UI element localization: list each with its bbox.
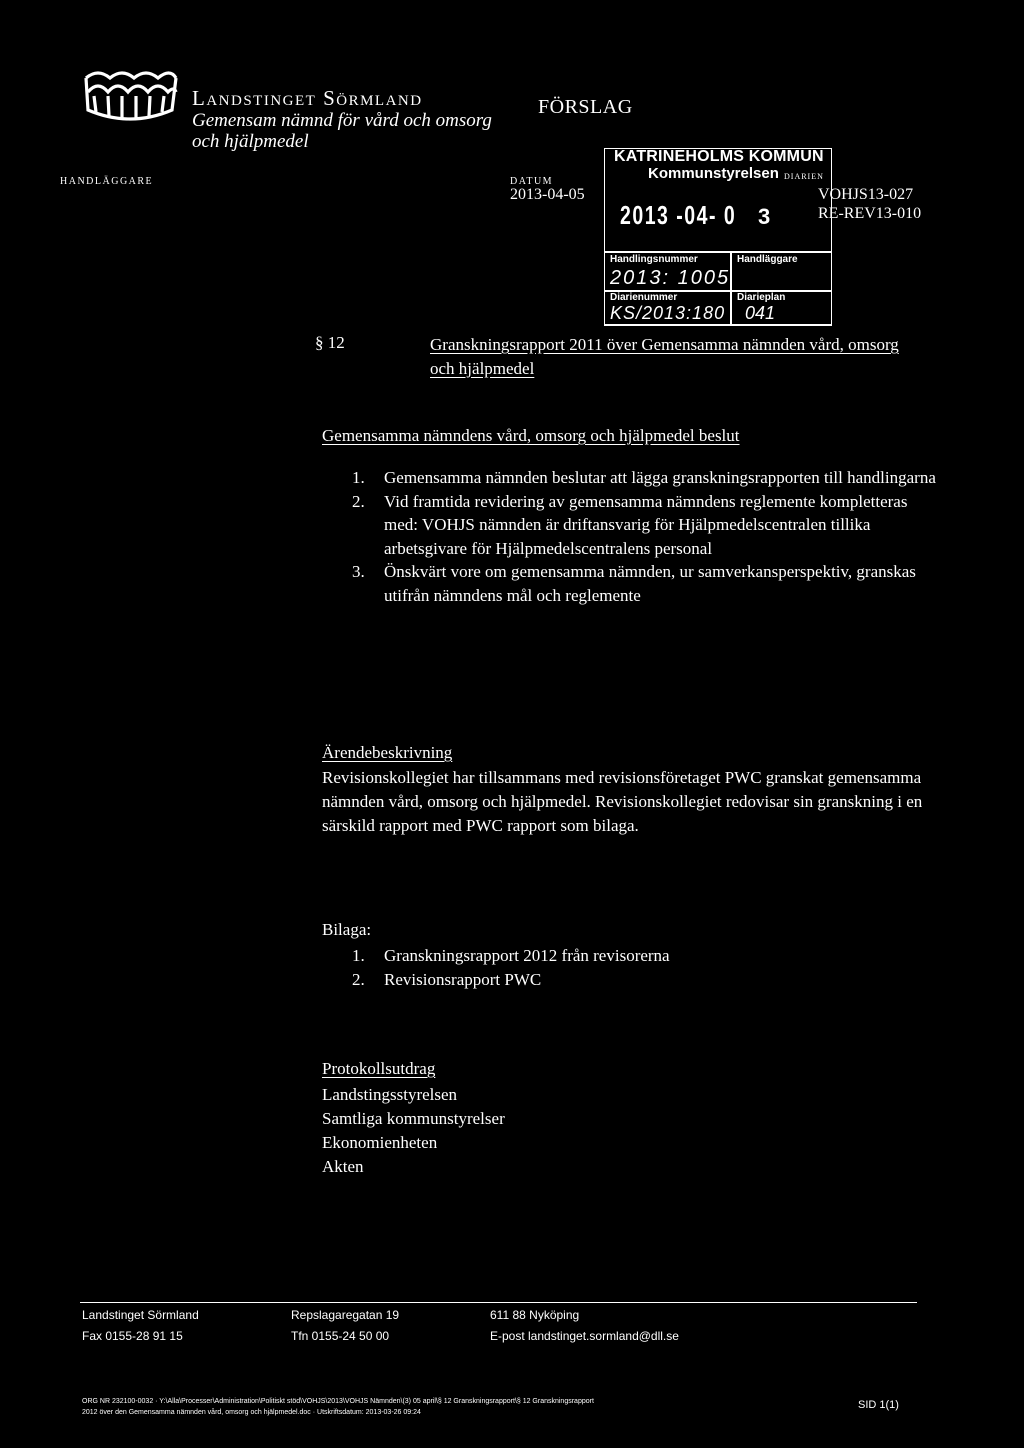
- stamp-date: 2013 -04- 0: [620, 200, 737, 230]
- bilaga-item: [352, 944, 670, 968]
- stamp-diarienummer-value: KS/2013:180: [610, 303, 726, 323]
- arende-heading: Ärendebeskrivning: [322, 743, 453, 762]
- footer-email: E-post landstinget.sormland@dll.se: [490, 1329, 679, 1343]
- decision-item-text: Gemensamma nämnden beslutar att lägga granskningsrapporten till handlingarna: [384, 468, 936, 487]
- decision-item: [352, 466, 942, 490]
- arende-text: Revisionskollegiet har tillsammans med revisionsföretaget PWC granskat gemensamma nämnden vård, omsorg och hjälpmedel. Revisionskollegiet redovisar sin granskning i en särskild rapport med PWC rapport som bilaga.: [322, 768, 923, 835]
- stamp-handlaggare-label: Handläggare: [737, 254, 798, 265]
- protokollsutdrag-list: [322, 1083, 505, 1179]
- landstinget-crown-logo: [80, 70, 180, 140]
- stamp-date-day: 3: [758, 204, 771, 229]
- bilaga-item-text: Revisionsrapport PWC: [384, 970, 542, 989]
- datum-label: DATUM: [510, 176, 554, 187]
- footer-fax: Fax 0155-28 91 15: [82, 1329, 183, 1343]
- footer-divider: [80, 1302, 917, 1303]
- page-number: SID 1(1): [858, 1399, 899, 1411]
- bilaga-list: [352, 944, 670, 992]
- stamp-divider: [730, 251, 732, 325]
- organization-subtitle: Gemensam nämnd för vård och omsorg: [192, 110, 492, 131]
- stamp-diarien-label: DIARIEN: [784, 172, 824, 181]
- bilaga-item-text: Granskningsrapport 2012 från revisorerna: [384, 946, 670, 965]
- bilaga-item-number: 1.: [352, 946, 365, 965]
- bilaga-item-number: 2.: [352, 970, 365, 989]
- footer-phone: Tfn 0155-24 50 00: [291, 1329, 390, 1343]
- stamp-divider: [604, 251, 832, 253]
- stamp-diarienummer-label: Diarienummer: [610, 292, 678, 303]
- stamp-municipality: KATRINEHOLMS KOMMUN: [614, 148, 824, 165]
- recipient-item: Akten: [322, 1157, 364, 1176]
- recipient-item: Ekonomienheten: [322, 1133, 438, 1152]
- stamp-handlingsnummer-value: 2013: 1005: [610, 267, 731, 289]
- section-number: § 12: [315, 333, 345, 352]
- decision-item-number: 3.: [352, 562, 365, 581]
- decision-list: [352, 466, 942, 607]
- bilaga-item: [352, 968, 670, 992]
- recipient-item: Samtliga kommunstyrelser: [322, 1109, 505, 1128]
- footer-city: 611 88 Nyköping: [490, 1308, 580, 1322]
- reference-number-vohjs: VOHJS13-027: [818, 186, 914, 203]
- stamp-diarieplan-label: Diarieplan: [737, 292, 786, 303]
- footer-print-info: 2012 över den Gemensamma nämnden vård, omsorg och hjälpmedel.doc · Utskriftsdatum: 2013-03-26 09:24: [82, 1409, 421, 1416]
- decision-item-number: 1.: [352, 468, 365, 487]
- section-title: Granskningsrapport 2011 över Gemensamma nämnden vård, omsorg och hjälpmedel: [430, 335, 899, 378]
- decision-item-text: Vid framtida revidering av gemensamma nämndens reglemente kompletteras med: VOHJS nämnden är driftansvarig för Hjälpmedelscentralen tillika arbetsgivare för Hjälpmedelscentralens personal: [384, 491, 908, 558]
- organization-name: Landstinget Sörmland: [192, 86, 423, 110]
- document-type: FÖRSLAG: [538, 96, 633, 118]
- datum-value: 2013-04-05: [510, 186, 585, 203]
- stamp-diarieplan-value: 041: [745, 303, 776, 323]
- stamp-divider: [604, 324, 832, 326]
- footer-organization: Landstinget Sörmland: [82, 1308, 199, 1322]
- footer-address: Repslagaregatan 19: [291, 1308, 400, 1322]
- decision-heading: Gemensamma nämndens vård, omsorg och hjälpmedel beslut: [322, 426, 740, 445]
- stamp-unit: Kommunstyrelsen: [648, 165, 779, 182]
- reference-number-rerev: RE-REV13-010: [818, 205, 922, 222]
- organization-subtitle-line2: och hjälpmedel: [192, 131, 309, 152]
- footer-file-path: ORG NR 232100-0032 · Y:\Alla\Processer\Administration\Politiskt stöd\VOHJS\2013\VOHJS Nämnden\(3) 05 april\§ 12 Granskningsrapport\§ 12 Granskningsrapport: [82, 1398, 594, 1405]
- decision-item: [352, 560, 942, 607]
- bilaga-heading: Bilaga:: [322, 920, 372, 939]
- decision-item-number: 2.: [352, 491, 365, 511]
- recipient-item: Landstingsstyrelsen: [322, 1085, 458, 1104]
- handlaggare-label: HANDLÄGGARE: [60, 176, 154, 187]
- protokollsutdrag-heading: Protokollsutdrag: [322, 1059, 436, 1078]
- stamp-handlingsnummer-label: Handlingsnummer: [610, 254, 698, 265]
- decision-item: [352, 490, 942, 561]
- decision-item-text: Önskvärt vore om gemensamma nämnden, ur samverkansperspektiv, granskas utifrån nämndens mål och reglemente: [384, 562, 916, 605]
